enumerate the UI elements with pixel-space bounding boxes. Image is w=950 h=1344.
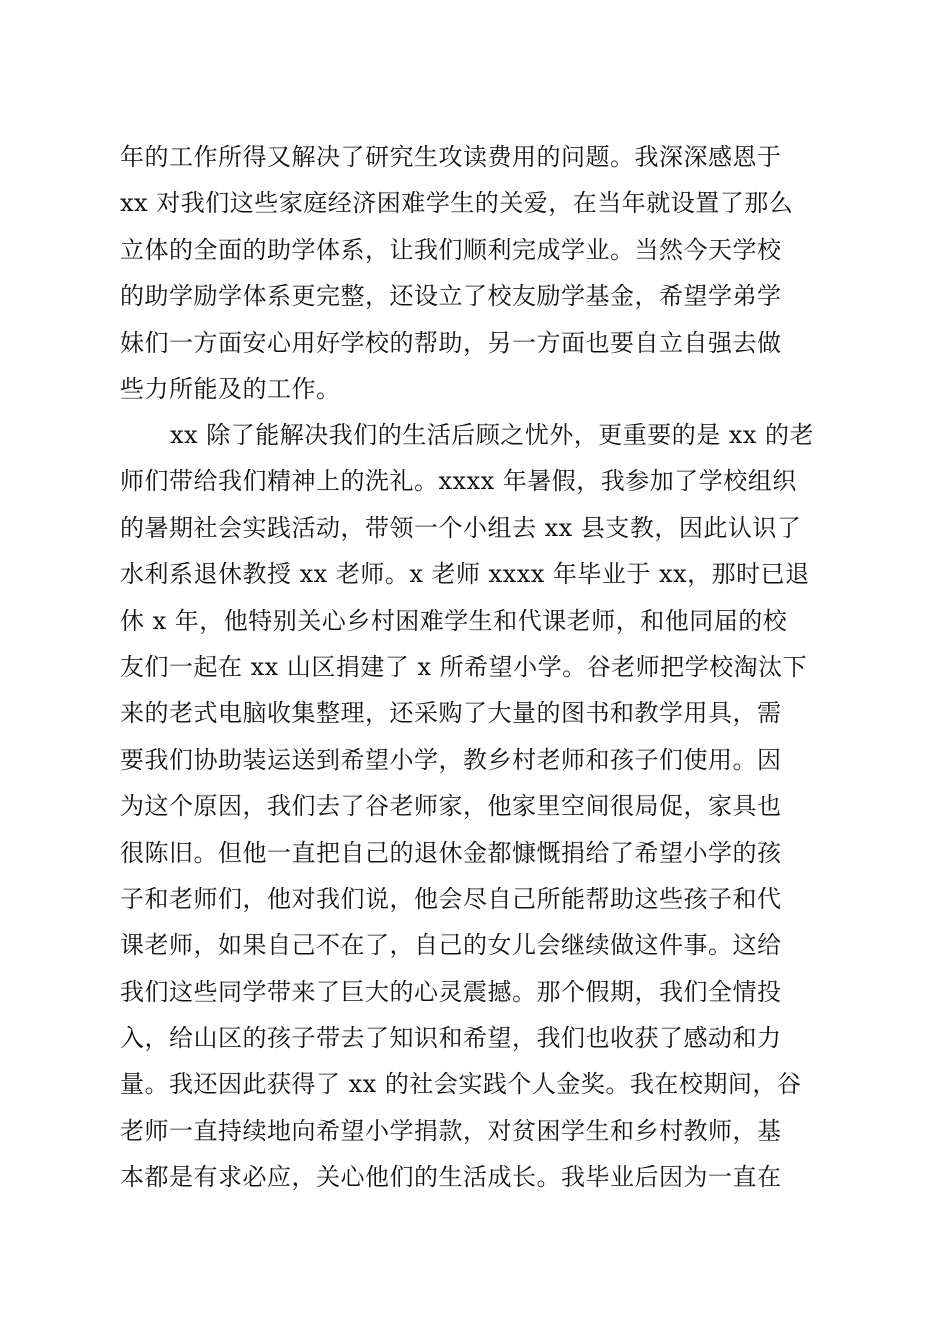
paragraph-line: 休 x 年，他特别关心乡村困难学生和代课老师，和他同届的校 — [120, 606, 788, 635]
paragraph-line: 的助学励学体系更完整，还设立了校友励学基金，希望学弟学 — [120, 282, 782, 311]
paragraph-2 — [120, 412, 830, 1201]
paragraph-line: 课老师，如果自己不在了，自己的女儿会继续做这件事。这给 — [120, 931, 782, 960]
paragraph-line: 的暑期社会实践活动，带领一个小组去 xx 县支教，因此认识了 — [120, 513, 802, 542]
paragraph-line: 来的老式电脑收集整理，还采购了大量的图书和教学用具，需 — [120, 699, 782, 728]
paragraph-line: 年的工作所得又解决了研究生攻读费用的问题。我深深感恩于 — [120, 143, 782, 171]
paragraph-line: 要我们协助装运送到希望小学，教乡村老师和孩子们使用。因 — [120, 745, 782, 774]
paragraph-line: xx 对我们这些家庭经济困难学生的关爱，在当年就设置了那么 — [120, 189, 794, 218]
paragraph-line: 老师一直持续地向希望小学捐款，对贫困学生和乡村教师，基 — [120, 1116, 782, 1145]
paragraph-line: 本都是有求必应，关心他们的生活成长。我毕业后因为一直在 — [120, 1163, 782, 1192]
paragraph-1 — [120, 134, 830, 412]
paragraph-line: 师们带给我们精神上的洗礼。xxxx 年暑假，我参加了学校组织 — [120, 467, 797, 496]
paragraph-first-line: xx 除了能解决我们的生活后顾之忧外，更重要的是 xx 的老 — [170, 421, 815, 449]
paragraph-line: 量。我还因此获得了 xx 的社会实践个人金奖。我在校期间，谷 — [120, 1070, 802, 1099]
paragraph-line: 为这个原因，我们去了谷老师家，他家里空间很局促，家具也 — [120, 792, 782, 821]
paragraph-line: 水利系退休教授 xx 老师。x 老师 xxxx 年毕业于 xx，那时已退 — [120, 560, 810, 589]
paragraph-line: 入，给山区的孩子带去了知识和希望，我们也收获了感动和力 — [120, 1024, 782, 1053]
paragraph-line: 我们这些同学带来了巨大的心灵震撼。那个假期，我们全情投 — [120, 977, 782, 1006]
paragraph-line: 妹们一方面安心用好学校的帮助，另一方面也要自立自强去做 — [120, 328, 782, 357]
paragraph-line: 子和老师们，他对我们说，他会尽自己所能帮助这些孩子和代 — [120, 884, 782, 913]
paragraph-line: 友们一起在 xx 山区捐建了 x 所希望小学。谷老师把学校淘汰下 — [120, 652, 808, 681]
paragraph-line: 立体的全面的助学体系，让我们顺利完成学业。当然今天学校 — [120, 235, 782, 264]
paragraph-line: 很陈旧。但他一直把自己的退休金都慷慨捐给了希望小学的孩 — [120, 838, 782, 867]
paragraph-line: 些力所能及的工作。 — [120, 374, 341, 403]
